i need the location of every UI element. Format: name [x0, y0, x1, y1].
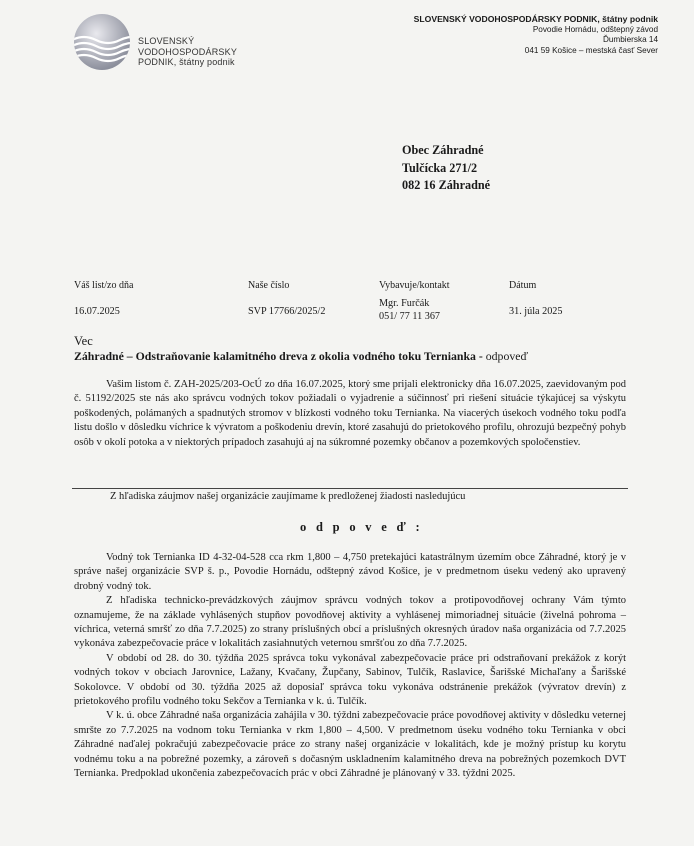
meta-date: 31. júla 2025	[509, 306, 563, 317]
body-section	[74, 551, 626, 782]
meta-header-our-number: Naše číslo	[248, 280, 290, 291]
meta-header-date: Dátum	[509, 280, 537, 291]
meta-contact-name: Mgr. Furčák	[379, 298, 430, 309]
sender-city: 041 59 Košice – mestská časť Sever	[524, 45, 658, 55]
stance-text: Z hľadiska záujmov našej organizácie zaujímame k predloženej žiadosti nasledujúcu	[110, 491, 466, 502]
meta-header-contact: Vybavuje/kontakt	[379, 280, 450, 291]
intro-paragraph: Vašim listom č. ZAH-2025/203-OcÚ zo dňa 16.07.2025, ktorý sme prijali elektronicky dňa 16.07.2025, zaevidovaným pod č. 51192/2025 ste nás ako správcu vodných tokov požiadali o vyjadrenie a súčinnosť pri riešení situácie týkajúcej sa výskytu poškodených, polámaných a spadnutých stromov v blízkosti vodného toku Ternianka. Na viacerých úsekoch vodného toku podľa listu došlo v dôsledku víchrice k vývratom a poškodeniu drevín, ktoré zasahujú do prietokového profilu, ohrozujú bezpečný pohyb osôb v okolí potoka a v niektorých prípadoch zasahujú aj na súkromné pozemky občanov a pozemkových spoločenstiev.	[74, 379, 626, 448]
company-logo-icon	[72, 12, 132, 72]
recipient-address	[402, 142, 490, 195]
logo-line-3: PODNIK, štátny podnik	[138, 57, 235, 67]
meta-contact	[379, 297, 440, 323]
logo-text	[138, 36, 237, 68]
sender-org: SLOVENSKÝ VODOHOSPODÁRSKY PODNIK, štátny podnik	[413, 14, 658, 24]
body-paragraph-2: Z hľadiska technicko-prevádzkových záujmov správcu vodných tokov a protipovodňovej ochrany Vám týmto oznamujeme, že na základe vyhlásených stupňov povodňovej aktivity a vyhlásenej mimoriadnej situácie (živelná pohroma – víchrica, veterná smršť zo dňa 7.7.2025) zo strany príslušných obcí a príslušných okresných úradov naša organizácia od 7.7.2025 vykonáva zabezpečovacie práce v lokalitách zasiahnutých veternou smršťou zo dňa 7.7.2025.	[74, 595, 626, 650]
body-paragraph-4: V k. ú. obce Záhradné naša organizácia zahájila v 30. týždni zabezpečovacie práce povodňovej aktivity v dôsledku veternej smršte zo 7.7.2025 na vodnom toku Ternianka v rkm 1,800 – 4,500. V predmetnom úseku vodného toku Ternianka v obci Záhradné naďalej pokračujú zabezpečovacie práce zo strany našej organizácie v lokalitách, kde je možný prístup ku korytu vodnému toku a na pobrežné pozemky, a zároveň s dočasným uskladnením kalamitného dreva na pobrežných pozemkoch DVT Ternianka. Predpoklad ukončenia zabezpečovacích prác v obci Záhradné je plánovaný v 33. týždni 2025.	[74, 710, 626, 780]
sender-address	[414, 14, 658, 56]
meta-our-number: SVP 17766/2025/2	[248, 306, 326, 317]
meta-contact-phone: 051/ 77 11 367	[379, 311, 441, 322]
sender-street: Ďumbierska 14	[602, 35, 658, 45]
body-paragraph-3: V období od 28. do 30. týždňa 2025 správca toku vykonával zabezpečovacie práce pri odstraňovaní prekážok z korýt vodných tokov v obciach Jarovnice, Lažany, Kvačany, Župčany, Sabinov, Tulčík, Raslavice, Šarišské Michaľany a Šarišské Sokolovce. V období od 30. týždňa 2025 až doposiaľ správca toku vykonáva odstránenie prekážok (vývratov drevín) z prietokového profilu vodného toku Sekčov a Ternianka v k. ú. Tulčík.	[74, 652, 626, 708]
subject-suffix: odpoveď	[482, 349, 529, 363]
reply-heading: o d p o v e ď :	[300, 520, 423, 534]
subject-label: Vec	[74, 334, 93, 348]
intro-section	[74, 378, 626, 450]
meta-header-your-letter: Váš list/zo dňa	[74, 280, 134, 291]
strike-line	[72, 488, 628, 489]
recipient-street: Tulčícka 271/2	[402, 160, 478, 175]
subject-title: Záhradné – Odstraňovanie kalamitného dreva z okolia vodného toku Ternianka -	[74, 349, 483, 363]
recipient-city: 082 16 Záhradné	[402, 178, 491, 193]
logo-line-1: SLOVENSKÝ	[138, 36, 195, 46]
body-paragraph-1: Vodný tok Ternianka ID 4-32-04-528 cca rkm 1,800 – 4,750 pretekajúci katastrálnym územím obce Záhradné, ktorý je v správe našej organizácie SVP š. p., Povodie Hornádu, odštepný závod Košice, je v predmetnom úseku vedený ako upravený drobný vodný tok.	[74, 552, 626, 592]
logo-line-2: VODOHOSPODÁRSKY	[138, 46, 238, 57]
subject-line	[74, 349, 528, 364]
sender-branch: Povodie Hornádu, odštepný závod	[532, 24, 658, 34]
recipient-name: Obec Záhradné	[402, 143, 484, 157]
meta-your-letter: 16.07.2025	[74, 306, 120, 317]
